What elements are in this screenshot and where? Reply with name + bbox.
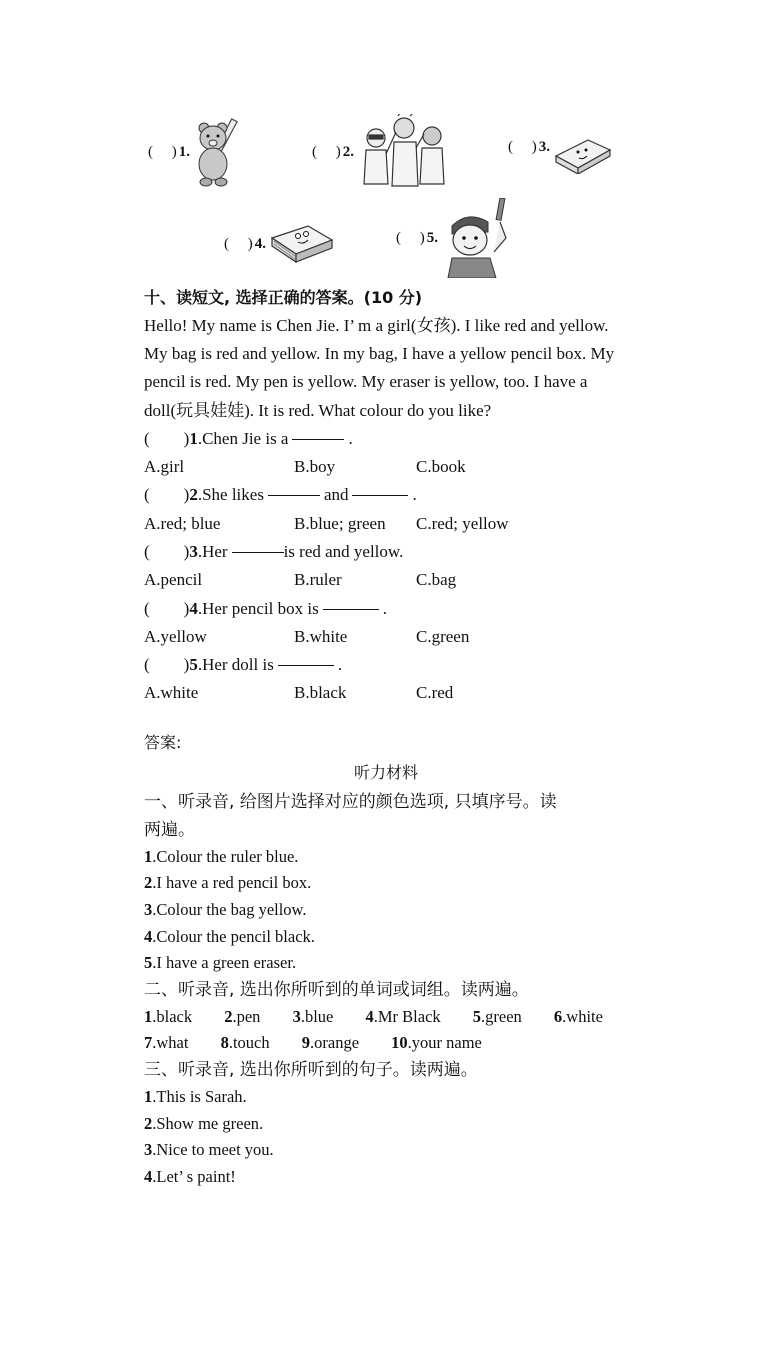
- item-text: .black: [152, 1006, 193, 1026]
- part-1-item-1: [144, 844, 634, 871]
- item-text: .Colour the ruler blue.: [152, 846, 299, 866]
- item-text: .Let’ s paint!: [152, 1166, 236, 1186]
- section-10-title: 十、读短文, 选择正确的答案。(10 分): [144, 288, 423, 307]
- question-text-end: .: [348, 428, 353, 448]
- question-number: 2: [189, 485, 198, 505]
- option-c: C.red; yellow: [416, 513, 509, 533]
- answer-bracket: ( ): [148, 143, 177, 160]
- word-item-5: [473, 1007, 536, 1026]
- item-number: 5: [144, 953, 153, 973]
- item-number: 1.: [178, 143, 190, 160]
- item-text: .Show me green.: [152, 1113, 264, 1133]
- option-c: C.green: [416, 626, 470, 646]
- option-b: B.black: [294, 683, 347, 703]
- item-number: 4: [144, 926, 153, 946]
- option-b: B.white: [294, 626, 348, 646]
- item-number: 1: [144, 1006, 153, 1026]
- answers-label: 答案:: [144, 732, 182, 752]
- picture-item-5: [396, 198, 516, 278]
- option-a: A.red; blue: [144, 513, 221, 533]
- question-number: 3: [189, 542, 198, 561]
- item-text: .your name: [407, 1033, 482, 1053]
- question-text-end: .: [382, 598, 387, 618]
- item-text: .I have a green eraser.: [152, 953, 297, 973]
- part-1-title-line-1: 一、听录音, 给图片选择对应的颜色选项, 只填序号。读: [144, 791, 557, 812]
- question-5: [144, 651, 634, 679]
- item-number: 3: [144, 1140, 153, 1160]
- item-number: 3: [292, 1006, 301, 1026]
- part-3-item-2: [144, 1111, 634, 1138]
- part-3-item-3: [144, 1137, 634, 1164]
- picture-item-3: [508, 120, 614, 174]
- word-item-6: [554, 1007, 617, 1026]
- boy-with-pen-icon: [442, 198, 516, 278]
- word-item-9: [302, 1033, 373, 1052]
- question-text: .Her pencil box is: [197, 598, 319, 618]
- answer-bracket: ( ): [144, 542, 190, 561]
- reading-passage: Hello! My name is Chen Jie. I’ m a girl(女孩). I like red and yellow. My bag is red and yellow. In my bag, I have a yellow pencil box. My pencil is red. My pen is yellow. My eraser is yellow, too. I have a doll(玩具娃娃). It is red. What colour do you like?: [144, 316, 615, 420]
- word-item-8: [221, 1033, 284, 1052]
- word-item-3: [293, 1007, 348, 1026]
- item-number: 3: [144, 899, 153, 919]
- children-group-icon: [358, 114, 450, 190]
- option-b: B.boy: [294, 457, 336, 477]
- question-text: .Her doll is: [197, 655, 274, 675]
- item-number: 6: [553, 1006, 563, 1026]
- answer-bracket: ( ): [144, 428, 190, 448]
- item-number: 4: [144, 1166, 153, 1186]
- question-text-end: is red and yellow.: [283, 542, 404, 561]
- main-content: [144, 284, 634, 1190]
- item-text: .Nice to meet you.: [152, 1140, 274, 1160]
- part-2-row-2: [144, 1030, 634, 1057]
- eraser-icon: [552, 134, 614, 174]
- question-number: 4: [189, 598, 198, 618]
- word-item-7: [144, 1033, 202, 1052]
- item-text: .I have a red pencil box.: [152, 873, 312, 893]
- option-b: B.ruler: [294, 570, 342, 590]
- item-number: 1: [144, 846, 153, 866]
- picture-item-1: [148, 116, 246, 188]
- answer-blank: [292, 425, 344, 440]
- part-1-item-2: [144, 870, 634, 897]
- book-icon: [268, 220, 336, 268]
- listening-material-title: 听力材料: [353, 762, 418, 782]
- item-number: 5.: [426, 229, 438, 246]
- item-number: 3.: [538, 138, 550, 155]
- spacer: [144, 708, 634, 728]
- item-text: .touch: [228, 1033, 270, 1053]
- picture-item-2: [312, 114, 450, 190]
- item-number: 4.: [254, 235, 266, 252]
- option-c: C.book: [416, 457, 466, 477]
- question-2: [144, 481, 634, 509]
- item-number: 7: [144, 1033, 153, 1053]
- bear-holding-ruler-icon: [194, 116, 246, 188]
- option-b: B.blue; green: [294, 513, 386, 533]
- question-5-options: [144, 679, 634, 707]
- part-1-item-3: [144, 897, 634, 924]
- answer-blank: [268, 481, 320, 496]
- item-text: .what: [152, 1033, 189, 1053]
- option-c: C.red: [416, 683, 454, 703]
- item-number: 10: [391, 1033, 408, 1053]
- item-number: 2: [224, 1006, 233, 1026]
- question-1: [144, 425, 634, 453]
- answer-bracket: ( ): [144, 485, 190, 505]
- item-text: .This is Sarah.: [152, 1086, 247, 1106]
- word-item-10: [391, 1033, 496, 1052]
- picture-item-4: [224, 220, 336, 268]
- part-2-row-1: [144, 1004, 634, 1031]
- question-number: 1: [189, 428, 198, 448]
- answer-bracket: ( ): [224, 235, 253, 252]
- item-text: .Mr Black: [373, 1006, 441, 1026]
- part-2-title: 二、听录音, 选出你所听到的单词或词组。读两遍。: [144, 979, 529, 1000]
- item-text: .orange: [310, 1033, 360, 1053]
- part-1-item-5: [144, 950, 634, 977]
- part-3-title: 三、听录音, 选出你所听到的句子。读两遍。: [144, 1059, 478, 1080]
- question-1-options: [144, 453, 634, 481]
- item-text: .green: [481, 1006, 522, 1026]
- question-text-end: .: [337, 655, 343, 675]
- part-1-item-4: [144, 924, 634, 951]
- answer-blank: [323, 595, 379, 610]
- answer-blank: [232, 538, 284, 553]
- question-4: [144, 595, 634, 623]
- question-3: [144, 538, 634, 566]
- question-2-options: [144, 510, 634, 538]
- answer-bracket: ( ): [508, 138, 537, 155]
- question-text: .Chen Jie is a: [197, 428, 289, 448]
- option-a: A.girl: [144, 457, 185, 477]
- question-4-options: [144, 623, 634, 651]
- item-number: 4: [365, 1006, 374, 1026]
- part-1-title-line-2: 两遍。: [144, 819, 195, 840]
- question-3-options: [144, 566, 634, 594]
- picture-matching-area: [140, 108, 620, 280]
- question-text-mid: and: [323, 485, 349, 505]
- answer-bracket: ( ): [312, 143, 341, 160]
- answer-bracket: ( ): [144, 598, 190, 618]
- question-text: .She likes: [197, 485, 264, 505]
- item-number: 2: [144, 873, 153, 893]
- option-a: A.yellow: [144, 626, 207, 646]
- item-number: 8: [220, 1033, 229, 1053]
- answer-blank: [352, 481, 408, 496]
- question-number: 5: [189, 655, 198, 675]
- option-a: A.white: [144, 683, 199, 703]
- item-text: .Colour the bag yellow.: [152, 899, 307, 919]
- item-number: 9: [301, 1033, 310, 1053]
- item-text: .pen: [232, 1006, 261, 1026]
- option-a: A.pencil: [144, 570, 203, 590]
- option-c: C.bag: [416, 570, 457, 590]
- question-text-end: .: [412, 485, 417, 505]
- part-3-item-4: [144, 1164, 634, 1191]
- answer-bracket: ( ): [144, 655, 190, 675]
- item-number: 5: [472, 1006, 482, 1026]
- word-item-2: [224, 1007, 274, 1026]
- item-number: 2: [144, 1113, 153, 1133]
- item-text: .Colour the pencil black.: [152, 926, 315, 946]
- word-item-1: [144, 1007, 206, 1026]
- item-text: .blue: [300, 1006, 334, 1026]
- question-text: .Her: [197, 542, 228, 561]
- item-number: 2.: [342, 143, 354, 160]
- answer-bracket: ( ): [396, 229, 425, 246]
- part-3-item-1: [144, 1084, 634, 1111]
- word-item-4: [365, 1007, 454, 1026]
- item-text: .white: [562, 1006, 603, 1026]
- item-number: 1: [144, 1086, 153, 1106]
- answer-blank: [278, 651, 334, 666]
